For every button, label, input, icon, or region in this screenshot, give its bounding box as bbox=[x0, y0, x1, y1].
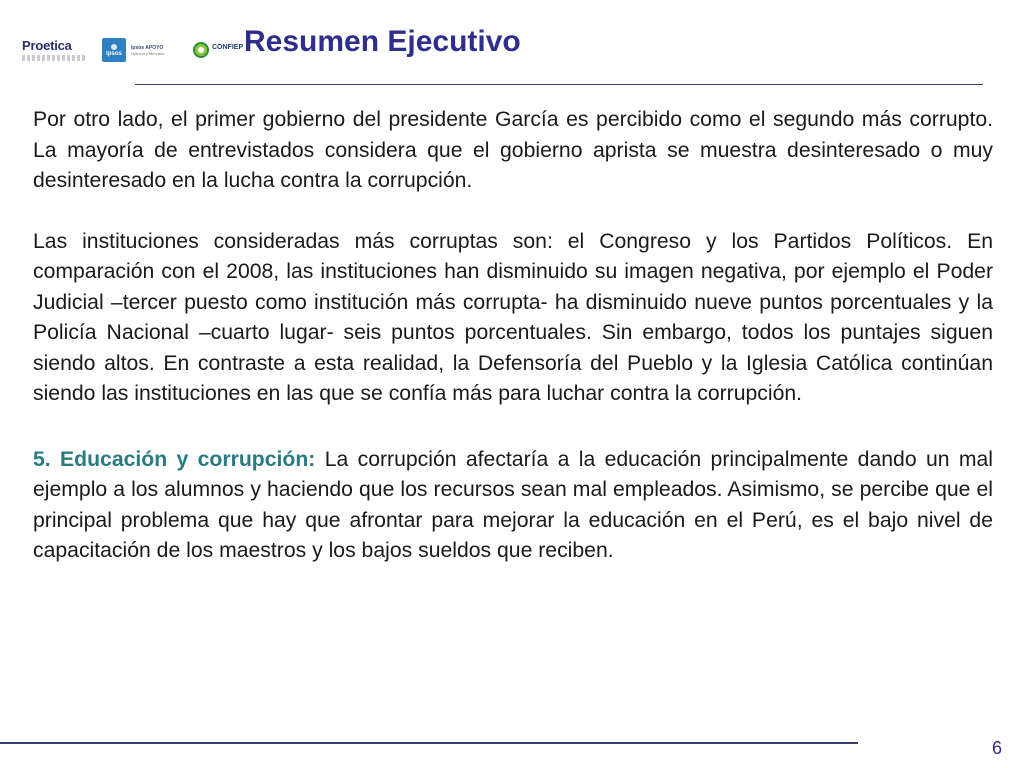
ipsos-logo bbox=[102, 38, 126, 62]
apoyo-subtitle: Opinión y Mercado bbox=[131, 50, 165, 56]
paragraph-government: Por otro lado, el primer gobierno del presidente García es percibido como el segundo más corrupto. La mayoría de entrevistados considera que el gobierno aprista se muestra desinteresado o muy desinteresado en la lucha contra la corrupción. bbox=[33, 108, 993, 192]
confiep-wordmark: CONFIEP bbox=[212, 43, 244, 51]
header-logos bbox=[22, 28, 243, 72]
apoyo-wordmark: Ipsos APOYO bbox=[131, 44, 164, 51]
main-content bbox=[33, 105, 993, 567]
proetica-wordmark: Proetica bbox=[22, 38, 72, 53]
confiep-ring-icon bbox=[193, 42, 209, 58]
proetica-tagline bbox=[22, 55, 86, 61]
ipsos-wordmark: Ipsos bbox=[106, 50, 122, 57]
section-5-text: La corrupción afectaría a la educación principalmente dando un mal ejemplo a los alumnos y haciendo que los recursos sean mal empleados. Asimismo, se percibe que el principal problema que hay que afrontar para mejorar la educación en el Perú, es el bajo nivel de capacitación de los maestros y los bajos sueldos que reciben. bbox=[33, 447, 993, 562]
title-divider bbox=[135, 84, 983, 85]
section-5-heading: 5. Educación y corrupción: bbox=[33, 447, 316, 471]
footer-divider bbox=[0, 742, 858, 744]
page-title: Resumen Ejecutivo bbox=[244, 25, 521, 58]
ipsos-apoyo-logo bbox=[131, 45, 171, 56]
paragraph-institutions: Las instituciones consideradas más corruptas son: el Congreso y los Partidos Políticos. En comparación con el 2008, las instituciones han disminuido su imagen negativa, por ejemplo el Poder Judicial –tercer puesto como institución más corrupta- ha disminuido nueve puntos porcentuales y la Policía Nacional –cuarto lugar- seis puntos porcentuales. Sin embargo, todos los puntajes siguen siendo altos. En contraste a esta realidad, la Defensoría del Pueblo y la Iglesia Católica continúan siendo las instituciones en las que se confía más para luchar contra la corrupción. bbox=[33, 229, 993, 405]
confiep-logo bbox=[193, 42, 243, 58]
proetica-logo bbox=[22, 39, 90, 61]
paragraph-education bbox=[33, 445, 993, 567]
ipsos-dot-icon bbox=[111, 44, 117, 50]
page-number: 6 bbox=[991, 738, 1002, 758]
